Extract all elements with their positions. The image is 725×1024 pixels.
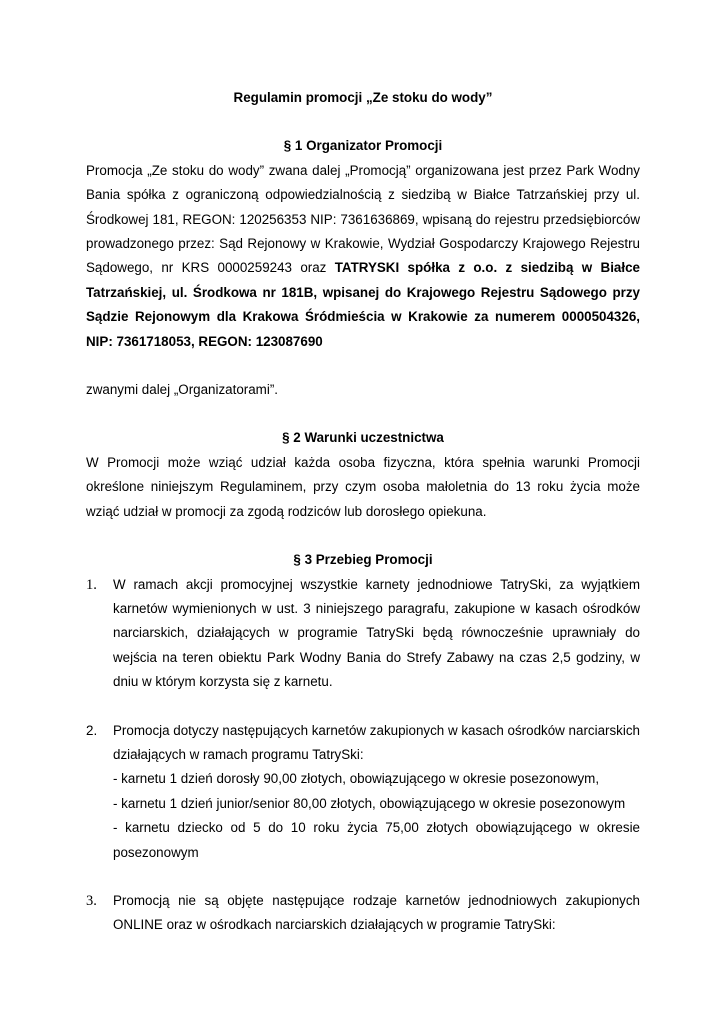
list-item-text: Promocją nie są objęte następujące rodzaje karnetów jednodniowych zakupionych ONLINE oraz w ośrodkach narciarskich działających w programie TatrySki: <box>113 892 640 933</box>
document-page <box>86 86 640 938</box>
sub-item: - karnetu 1 dzień dorosły 90,00 złotych, obowiązującego w okresie posezonowym, <box>113 771 600 787</box>
section-1-text-bold: TATRYSKI spółka z o.o. z siedzibą w Białce Tatrzańskiej, ul. Środkowa nr 181B, wpisanej do Krajowego Rejestru Sądowego przy Sądzie Rejonowym dla Krakowa Śródmieścia w Krakowie za numerem 0000504326, NIP: 7361718053, REGON: 123087690 <box>86 260 640 349</box>
document-title: Regulamin promocji „Ze stoku do wody” <box>233 90 493 105</box>
list-item-number: 3. <box>86 892 97 909</box>
section-1-text-regular: Promocja „Ze stoku do wody” zwana dalej „Promocją” organizowana jest przez Park Wodny Bania spółka z ograniczoną odpowiedzialnością z siedzibą w Białce Tatrzańskiej przy ul. Środkowej 181, REGON: 120256353 NIP: 7361636869, wpisaną do rejestru przedsiębiorców prowadzonego przez: Sąd Rejonowy w Krakowie, Wydział Gospodarczy Krajowego Rejestru Sądowego, nr KRS 0000259243 oraz <box>86 162 640 276</box>
list-item <box>86 573 640 695</box>
section-1-heading: § 1 Organizator Promocji <box>283 138 443 154</box>
list-item <box>86 719 640 865</box>
list-item-text: W ramach akcji promocyjnej wszystkie karnety jednodniowe TatrySki, za wyjątkiem karnetów wymienionych w ust. 3 niniejszego paragrafu, zakupione w kasach ośrodków narciarskich, działających w programie TatrySki będą równocześnie uprawniały do wejścia na teren obiektu Park Wodny Bania do Strefy Zabawy na czas 2,5 godziny, w dniu w którym korzysta się z karnetu. <box>113 576 640 690</box>
list-item-text: Promocja dotyczy następujących karnetów zakupionych w kasach ośrodków narciarskich działających w ramach programu TatrySki: <box>113 722 640 762</box>
list-item-number: 1. <box>86 576 97 593</box>
section-2-heading: § 2 Warunki uczestnictwa <box>282 430 444 446</box>
section-1-closing: zwanymi dalej „Organizatorami”. <box>86 382 278 398</box>
sub-item: - karnetu dziecko od 5 do 10 roku życia 75,00 złotych obowiązującego w okresie posezonowym <box>113 820 640 860</box>
section-2-paragraph: W Promocji może wziąć udział każda osoba fizyczna, która spełnia warunki Promocji określone niniejszym Regulaminem, przy czym osoba małoletnia do 13 roku życia może wziąć udział w promocji za zgodą rodziców lub dorosłego opiekuna. <box>86 454 640 519</box>
section-1-paragraph <box>86 159 640 354</box>
list-item-number: 2. <box>86 722 98 738</box>
list-item <box>86 889 640 938</box>
sub-item: - karnetu 1 dzień junior/senior 80,00 złotych, obowiązującego w okresie posezonowym <box>113 795 626 811</box>
section-3-heading: § 3 Przebieg Promocji <box>293 552 433 568</box>
